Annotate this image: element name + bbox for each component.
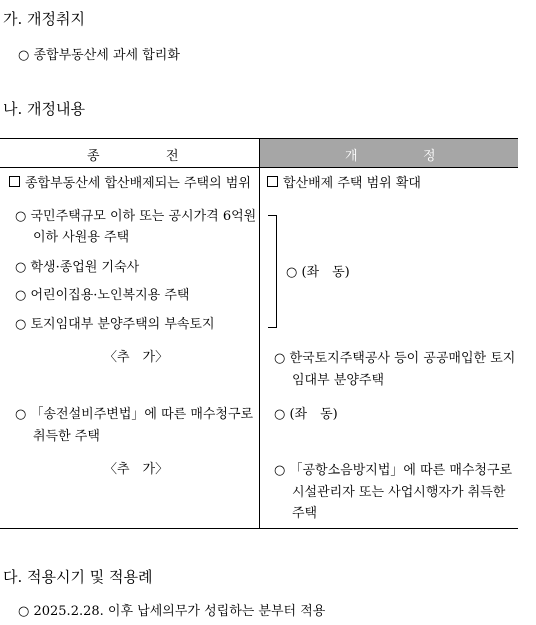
left-item-1b: 이하 사원용 주택	[33, 230, 130, 245]
table-divider	[259, 138, 260, 529]
apply-item: ○ 2025.2.28. 이후 납세의무가 성립하는 분부터 적용	[18, 604, 326, 619]
left-item-2: ○ 학생·종업원 기숙사	[15, 260, 140, 275]
header-before-char-1: 종	[87, 149, 100, 164]
table-header-before	[0, 138, 259, 168]
left-item-3: ○ 어린이집용·노인복지용 주택	[15, 288, 190, 303]
header-after-char-1: 개	[345, 149, 358, 164]
left-header-text: 종합부동산세 합산배제되는 주택의 범위	[25, 176, 251, 191]
square-bullet-icon	[9, 176, 20, 187]
right-new-2a: ○ 「공항소음방지법」에 따른 매수청구로	[274, 463, 513, 478]
section-title-purpose: 가. 개정취지	[3, 10, 85, 28]
right-header-row	[267, 173, 421, 194]
purpose-item: ○ 종합부동산세 과세 합리화	[18, 48, 180, 63]
square-bullet-icon	[267, 176, 278, 187]
right-same-2: ○ (좌 동)	[274, 407, 338, 422]
left-item-4: ○ 토지임대부 분양주택의 부속토지	[15, 317, 215, 332]
bracket	[268, 215, 277, 328]
right-new-2c: 주택	[292, 506, 318, 521]
table-bottom-rule	[0, 528, 518, 529]
left-add-1: 〈추 가〉	[104, 350, 169, 365]
right-same-1: ○ (좌 동)	[286, 265, 350, 280]
right-header-text: 합산배제 주택 범위 확대	[283, 176, 421, 191]
table-header-after	[259, 138, 518, 168]
left-item-1a: ○ 국민주택규모 이하 또는 공시가격 6억원	[15, 209, 257, 224]
header-before-char-2: 전	[166, 149, 179, 164]
header-after-char-2: 정	[423, 149, 436, 164]
right-new-1b: 임대부 분양주택	[292, 373, 385, 388]
left-add-2: 〈추 가〉	[104, 462, 169, 477]
left-header-row	[9, 173, 251, 194]
right-new-1a: ○ 한국토지주택공사 등이 공공매입한 토지	[274, 351, 516, 366]
left-item-5b: 취득한 주택	[33, 429, 100, 444]
left-item-5a: ○ 「송전설비주변법」에 따른 매수청구로	[15, 407, 254, 422]
section-title-content: 나. 개정내용	[3, 100, 85, 118]
section-title-apply: 다. 적용시기 및 적용례	[3, 568, 153, 586]
right-new-2b: 시설관리자 또는 사업시행자가 취득한	[292, 485, 506, 500]
